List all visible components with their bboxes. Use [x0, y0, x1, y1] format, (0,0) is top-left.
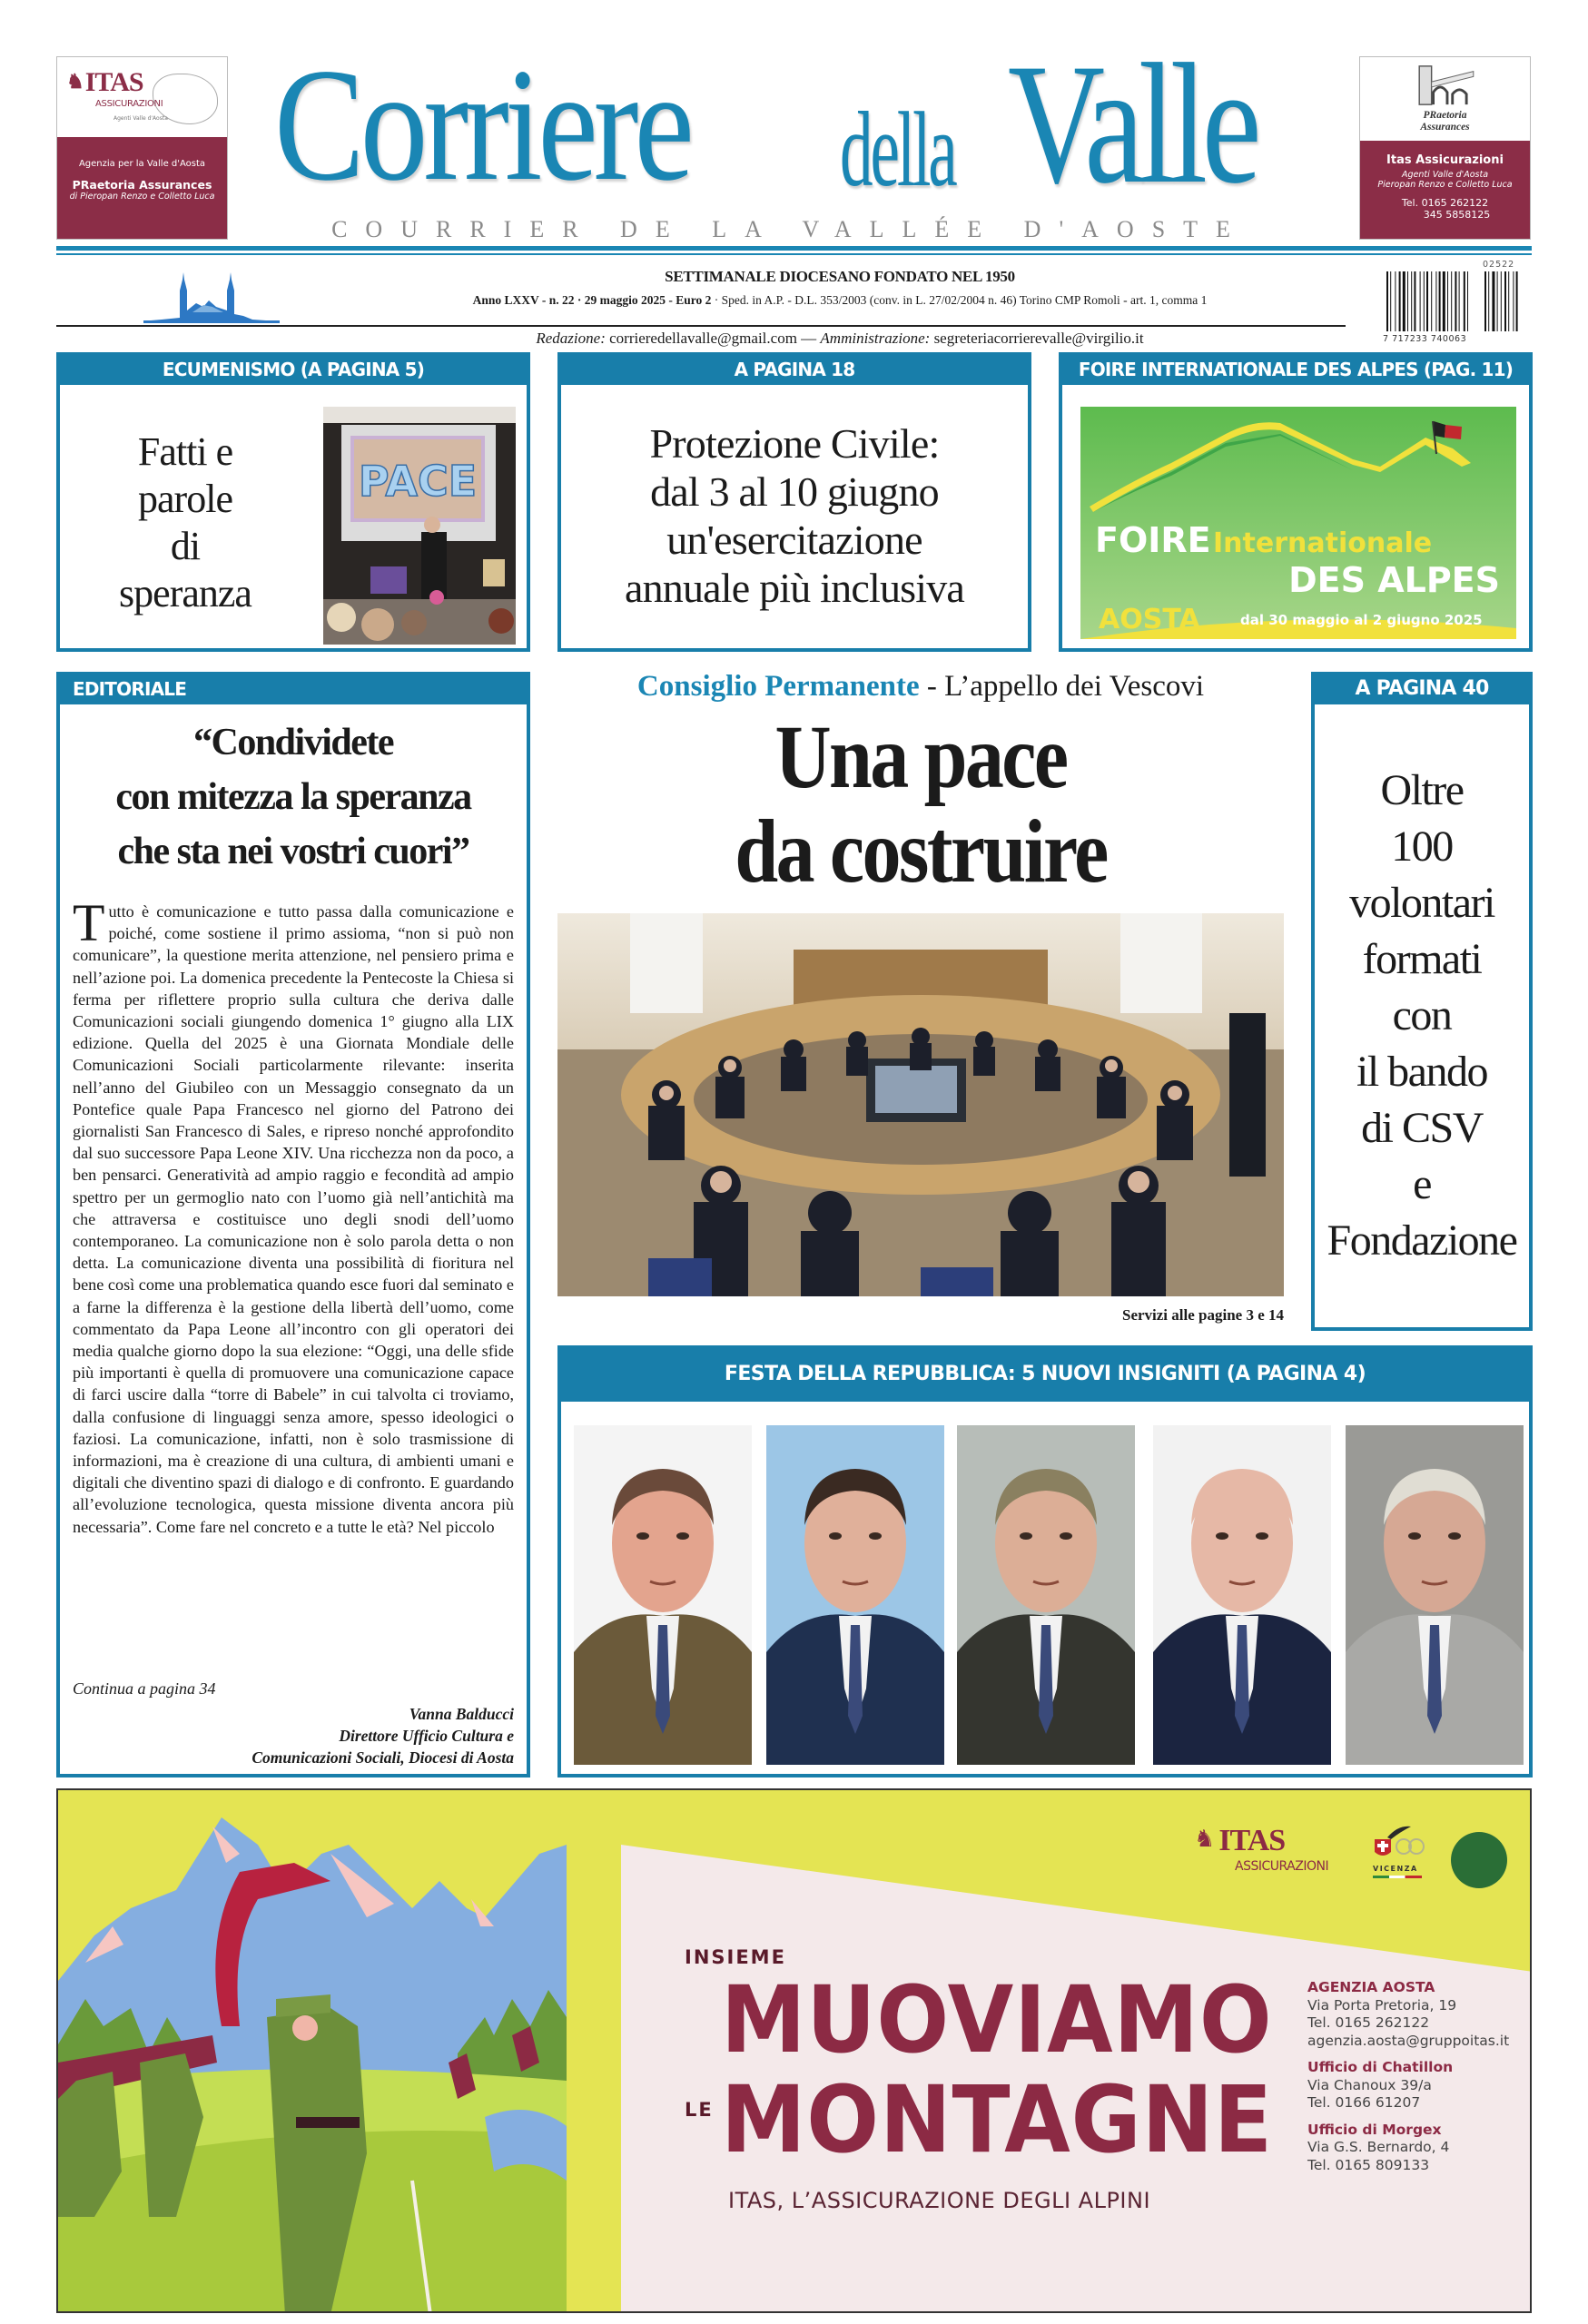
contact-line: Tel. 0166 61207 — [1307, 2094, 1421, 2111]
headline-line: Oltre — [1380, 766, 1464, 814]
headline-line: dal 3 al 10 giugno — [650, 468, 939, 515]
barcode-bar — [1435, 271, 1436, 331]
insignito-portrait — [1346, 1425, 1524, 1765]
barcode-bar — [1426, 271, 1428, 331]
masthead-black-rule — [56, 325, 1346, 327]
eagle-icon: ♞ — [66, 70, 84, 93]
headline-line: con — [1392, 991, 1452, 1039]
ad-logos — [1194, 1825, 1521, 1906]
redazione-label: Redazione: — [536, 330, 606, 347]
headline-line: Protezione Civile: — [649, 420, 940, 467]
barcode-bar — [1403, 271, 1406, 331]
title-della: della — [840, 90, 955, 209]
teaser-headline — [85, 428, 285, 617]
barcode-addon-bar — [1508, 271, 1509, 331]
barcode-addon-bar — [1492, 271, 1494, 331]
festa-repubblica-box[interactable] — [557, 1345, 1533, 1777]
ad-muoviamo: MUOVIAMO — [721, 1966, 1273, 2074]
barcode-addon-bar — [1497, 271, 1498, 331]
contact-line[interactable]: agenzia.aosta@gruppoitas.it — [1307, 2032, 1510, 2049]
contact-line — [345, 329, 1335, 349]
barcode-bar — [1407, 271, 1408, 331]
poster-des-alpes: DES ALPES — [1288, 560, 1500, 600]
lead-kicker — [557, 668, 1284, 704]
barcode-bar — [1439, 271, 1441, 331]
continue-link[interactable]: Continua a pagina 34 — [73, 1679, 216, 1698]
poster-foire: FOIRE — [1095, 520, 1211, 560]
barcode-bar — [1447, 271, 1448, 331]
barcode-addon-bar — [1488, 271, 1489, 331]
foire-poster — [1080, 407, 1516, 639]
headline-line: di — [170, 524, 201, 568]
barcode-bar — [1431, 271, 1432, 331]
ad-montagne: MONTAGNE — [721, 2066, 1274, 2174]
title-corriere: Corriere — [274, 44, 690, 214]
barcode-bar — [1420, 271, 1421, 331]
teaser-header: A PAGINA 18 — [561, 356, 1028, 385]
ad-itas-brand: ITAS — [1218, 1824, 1286, 1857]
poster-internationale: Internationale — [1213, 527, 1433, 559]
agency-line: Agenzia per la Valle d'Aosta — [78, 159, 206, 169]
insignito-portrait — [957, 1425, 1135, 1765]
postal-info: · Sped. in A.P. - D.L. 353/2003 (conv. in L. 27/02/2004 n. 46) Torino CMP Romoli - art. 1, comma 1 — [711, 293, 1208, 307]
teaser-headline — [561, 419, 1028, 612]
barcode-bar — [1390, 271, 1391, 331]
pace-slide-text: PACE — [358, 457, 478, 506]
contact-heading: Ufficio di Chatillon — [1307, 2059, 1454, 2075]
editorial-text: utto è comunicazione e tutto passa dalla comunicazione e poiché, come sostiene il primo assioma, “non si può non comunicare”, la questione merita attenzione, nel pensiero prima e nell’azione poi. La domenica precedente la Pentecoste la Chiesa si ferma per riflettere proprio sulla cultura che deriva dalle Comunicazioni sociali giungendo domenica 1° giugno alla LIX edizione. Quella del 2025 è una Giornata Mondiale delle Comunicazioni Sociali particolarmente rilevante: inserita nell’anno del Giubileo con un Messaggio consegnato da un Pontefice quale Papa Francesco nel giorno del Patrono dei giornalisti San Francesco di Sales, e ripreso nonché approfondito dal suo successore Papa Leone XIV. Una ricchezza non da poco, a ben pensarci. Generatività ad ampio raggio e fecondità ad ampio spettro per un germoglio nato con l’uomo già nell’antichità ma che attraversa e costituisce uno degli snodi dell’uomo contemporaneo. La comunicazione non è solo parola detta o non detta. La comunicazione diventa una possibilità di fioritura nel bene così come una problematica quando esce fuori dal seminato e a farne la differenza è la gestione della libertà dell’uomo, come commentato da Papa Leone all’incontro con gli operatori dei media qualche giorno dopo la sua elezione: “Oggi, una delle sfide più importanti è quella di promuovere una comunicazione capace di farci uscire dalla “torre di Babele” in cui talvolta ci troviamo, dalla confusione di linguaggi senza amore, spesso ideologici o faziosi. La comunicazione, infatti, non è solo trasmissione di informazioni, ma è creazione di una cultura, di ambienti umani e digitali che diventino spazi di dialogo e di confronto. E guardando all’evoluzione tecnologica, questa missione diventa ancora più necessaria”. Come fare nel concreto e a tutte le età? Nel piccolo — [73, 902, 514, 1536]
adunata-logo-icon — [1371, 1825, 1425, 1861]
barcode-bar — [1464, 271, 1465, 331]
agency-owners: di Pieropan Renzo e Colletto Luca — [69, 192, 215, 202]
barcode-addon-bar — [1516, 271, 1518, 331]
contact-heading: Ufficio di Morgex — [1307, 2121, 1442, 2138]
contact-heading: AGENZIA AOSTA — [1307, 1979, 1435, 1995]
author-name: Vanna Balducci — [409, 1705, 514, 1723]
barcode-bar — [1455, 271, 1456, 331]
contact-line: Tel. 0165 809133 — [1307, 2156, 1430, 2173]
headline-line: speranza — [119, 571, 252, 615]
barcode-bar — [1467, 271, 1468, 331]
headline-line: e — [1413, 1160, 1431, 1208]
headline-line: annuale più inclusiva — [624, 565, 965, 611]
ad-contacts — [1307, 1979, 1509, 2174]
drop-cap: T — [73, 901, 105, 952]
lead-caption: Servizi alle pagine 3 e 14 — [1121, 1306, 1284, 1324]
cathedral-skyline-icon — [143, 271, 280, 323]
itas-brand: ITAS — [84, 67, 143, 97]
barcode-bar — [1443, 271, 1445, 331]
insignito-portrait — [766, 1425, 944, 1765]
barcode-addon-bar — [1484, 271, 1486, 331]
teaser-volontari[interactable] — [1311, 672, 1533, 1331]
ad-itas-logo — [1194, 1824, 1329, 1874]
masthead-rule-thin — [56, 253, 1532, 255]
editorial-signature — [252, 1703, 514, 1768]
barcode-bar — [1386, 271, 1388, 331]
roman-arch-icon — [1415, 63, 1478, 108]
spacer — [1307, 2112, 1509, 2122]
contact-line: Via Chanoux 39/a — [1307, 2076, 1432, 2093]
festa-header: FESTA DELLA REPUBBLICA: 5 NUOVI INSIGNITI (A PAGINA 4) — [561, 1349, 1529, 1402]
praetoria-right-ad-logo[interactable] — [1359, 56, 1531, 240]
barcode-addon-bar — [1504, 271, 1506, 331]
editorial-header: EDITORIALE — [60, 675, 527, 704]
agency-name: PRaetoria Assurances — [72, 178, 212, 192]
headline-line: 100 — [1391, 822, 1453, 871]
barcode-number: 7 717233 740063 — [1383, 334, 1467, 344]
headline-line: Fondazione — [1327, 1216, 1517, 1265]
editorial-title-line: “Condividete — [192, 722, 393, 763]
barcode-addon: 02522 — [1483, 260, 1515, 270]
contact-line: Tel. 0165 262122 — [1307, 2014, 1430, 2031]
tricolore-stripe — [1373, 1876, 1422, 1878]
kicker-highlight: Consiglio Permanente — [636, 670, 920, 703]
ad-tagline: ITAS, L’ASSICURAZIONE DEGLI ALPINI — [728, 2188, 1151, 2213]
praetoria-brand-1: PRaetoria — [1423, 110, 1467, 121]
teaser-headline — [1315, 763, 1529, 1269]
barcode-bar — [1459, 271, 1460, 331]
itas-left-ad-logo[interactable] — [56, 56, 228, 240]
eagle-icon: ♞ — [1194, 1826, 1216, 1852]
ad-le: LE — [685, 2099, 714, 2121]
ad-itas-sub: ASSICURAZIONI — [1235, 1859, 1329, 1874]
amministrazione-email[interactable]: segreteriacorrierevalle@virgilio.it — [930, 330, 1144, 347]
issue-number: Anno LXXV - n. 22 · 29 maggio 2025 - Euro 2 — [472, 293, 712, 307]
lead-headline[interactable] — [608, 706, 1233, 901]
author-role: Direttore Ufficio Cultura e — [339, 1727, 514, 1745]
headline-line: un'esercitazione — [666, 517, 922, 563]
barcode-addon-bar — [1513, 271, 1514, 331]
spacer — [1307, 2050, 1509, 2059]
right-logo-line1: Itas Assicurazioni — [1386, 153, 1504, 167]
council-meeting-photo — [557, 913, 1284, 1296]
headline-line: formati — [1362, 935, 1482, 983]
insignito-portrait — [574, 1425, 752, 1765]
ad-vicenza: VICENZA — [1373, 1865, 1418, 1873]
barcode-icon — [1385, 271, 1530, 331]
amministrazione-label: Amministrazione: — [820, 330, 931, 347]
right-logo-phone1: Tel. 0165 262122 — [1401, 197, 1489, 209]
editorial-body — [73, 901, 514, 1670]
ecumenismo-photo — [323, 407, 516, 645]
teaser-header: ECUMENISMO (A PAGINA 5) — [60, 356, 527, 385]
barcode-bar — [1414, 271, 1415, 331]
newspaper-title[interactable] — [263, 44, 1317, 216]
alpini-badge-icon — [1451, 1832, 1507, 1888]
poster-dates: dal 30 maggio al 2 giugno 2025 — [1240, 612, 1483, 628]
newspaper-subtitle: COURRIER DE LA VALLÉE D'AOSTE — [331, 216, 1248, 242]
teaser-protezione-civile[interactable] — [557, 352, 1031, 652]
itas-brand-sub: ASSICURAZIONI — [95, 99, 163, 109]
poster-aosta: AOSTA — [1099, 604, 1200, 635]
contact-line: Via Porta Pretoria, 19 — [1307, 1996, 1457, 2014]
author-role: Comunicazioni Sociali, Diocesi di Aosta — [252, 1748, 514, 1767]
right-logo-line3: Pieropan Renzo e Colletto Luca — [1377, 180, 1513, 190]
headline-line: volontari — [1349, 879, 1494, 927]
editorial-box — [56, 672, 530, 1777]
right-logo-line2: Agenti Valle d'Aosta — [1401, 170, 1489, 180]
masthead-rule — [56, 246, 1532, 251]
insignito-portrait — [1153, 1425, 1331, 1765]
headline-line: Fatti e — [137, 429, 233, 474]
conference-speaker-photo — [323, 407, 516, 645]
portraits-row — [574, 1425, 1516, 1765]
masthead-tagline: SETTIMANALE DIOCESANO FONDATO NEL 1950 — [665, 268, 1015, 285]
foire-poster-art — [1080, 407, 1516, 639]
teaser-header: FOIRE INTERNATIONALE DES ALPES (PAG. 11) — [1062, 356, 1529, 385]
redazione-email[interactable]: corrieredellavalle@gmail.com — — [605, 330, 821, 347]
editorial-title-line: che sta nei vostri cuori” — [117, 831, 469, 872]
headline-line: parole — [138, 477, 232, 521]
barcode-bar — [1411, 271, 1412, 331]
barcode-bar — [1399, 271, 1401, 331]
praetoria-brand-2: Assurances — [1420, 122, 1470, 133]
title-valle: Valle — [1008, 44, 1257, 216]
teaser-foire[interactable] — [1059, 352, 1533, 652]
headline-line: di CSV — [1361, 1104, 1483, 1152]
contact-line: Via G.S. Bernardo, 4 — [1307, 2139, 1450, 2155]
barcode-addon-bar — [1501, 271, 1502, 331]
issue-info — [345, 292, 1335, 309]
teaser-header: A PAGINA 40 — [1315, 675, 1529, 704]
teaser-ecumenismo[interactable] — [56, 352, 530, 652]
headline-line: il bando — [1356, 1048, 1487, 1096]
bishops-council-photo — [557, 913, 1284, 1296]
editorial-title — [60, 715, 527, 879]
right-logo-phone2: 345 5858125 — [1423, 209, 1491, 221]
barcode-bar — [1424, 271, 1425, 331]
headline-line: Una pace — [774, 706, 1067, 807]
itas-brand-tiny: Agenti Valle d'Aosta — [113, 115, 168, 122]
kicker-rest: - L’appello dei Vescovi — [919, 670, 1205, 703]
barcode-bar — [1395, 271, 1396, 331]
ad-insieme: INSIEME — [685, 1946, 786, 1968]
headline-line: da costruire — [735, 801, 1107, 901]
editorial-title-line: con mitezza la speranza — [115, 776, 471, 818]
barcode-bar — [1451, 271, 1452, 331]
